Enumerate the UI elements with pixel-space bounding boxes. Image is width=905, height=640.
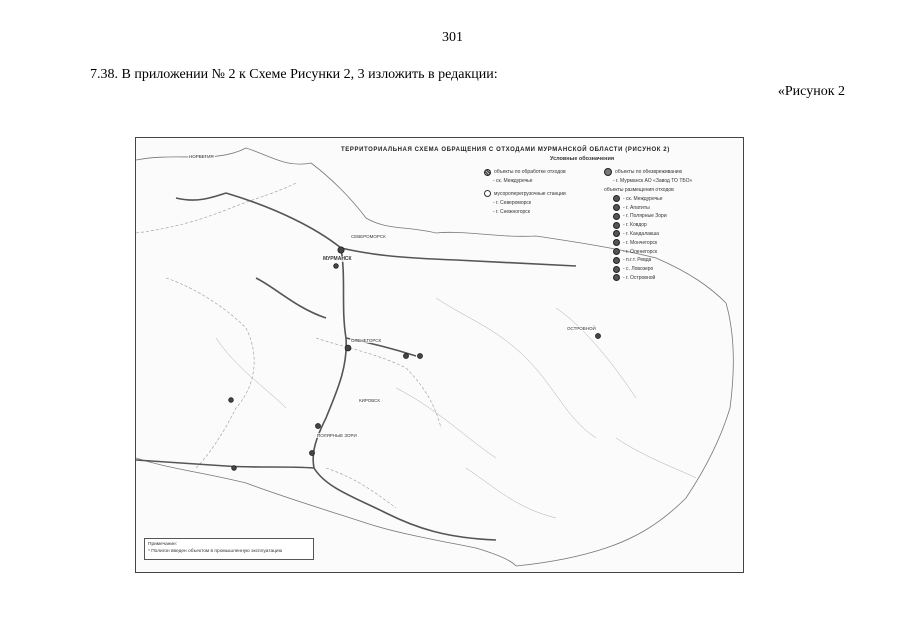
map-legend [484, 156, 724, 316]
legend-item: - ск. Междуречье [493, 178, 533, 185]
rivers [216, 298, 696, 518]
landfill-symbol [613, 222, 620, 229]
legend-column-right [604, 168, 728, 282]
note-text: * Полигон введен объектом в промышленную эксплуатацию [148, 549, 283, 554]
amendment-paragraph: 7.38. В приложении № 2 к Схеме Рисунки 2, 3 изложить в редакции: [90, 67, 498, 82]
note-title: Примечание: [148, 542, 178, 547]
map-title: ТЕРРИТОРИАЛЬНАЯ СХЕМА ОБРАЩЕНИЯ С ОТХОДАМИ МУРМАНСКОЙ ОБЛАСТИ (РИСУНОК 2) [341, 147, 670, 153]
legend-item: - с. Ловозеро [604, 265, 728, 274]
legend-item: - г. Мурманск АО «Завод ТО ТБО» [613, 178, 693, 185]
legend-item: - г. Снежногорск [493, 208, 530, 215]
landfill-symbol [613, 274, 620, 281]
legend-heading: Условные обозначения [550, 156, 615, 162]
map-note [144, 538, 314, 560]
landfill-symbol [613, 230, 620, 237]
legend-item: - г. Мончегорск [604, 238, 728, 247]
legend-item: объекты размещения отходов [604, 186, 674, 193]
legend-item: - г. Полярные Зори [604, 212, 728, 221]
processing-facility-symbol [484, 169, 491, 176]
map-label-murmansk: МУРМАНСК [323, 256, 352, 262]
map-label-ostrovnoy: ОСТРОВНОЙ [567, 326, 596, 331]
page-number: 301 [442, 30, 463, 45]
figure-reference: «Рисунок 2 [777, 84, 845, 99]
legend-item: - г. Островной [604, 274, 728, 283]
map-label-norway: НОРВЕГИЯ [189, 154, 214, 159]
legend-item: - п.г.т. Ревда [604, 256, 728, 265]
legend-item: - г. Оленегорск [604, 247, 728, 256]
disposal-facility-symbol [604, 168, 612, 176]
transfer-station-symbol [484, 190, 491, 197]
legend-item: - г. Североморск [493, 199, 532, 206]
legend-item: - г. Ковдор [604, 221, 728, 230]
border-lines [136, 183, 441, 508]
legend-item: - г. Апатиты [604, 203, 728, 212]
map-label-kirovsk: КИРОВСК [359, 398, 380, 403]
map-label-olenegorsk: ОЛЕНЕГОРСК [351, 338, 382, 343]
landfill-symbol [613, 204, 620, 211]
landfill-symbol [613, 257, 620, 264]
map-label-polyarnye-zori: ПОЛЯРНЫЕ ЗОРИ [317, 433, 357, 438]
landfill-symbol [613, 248, 620, 255]
legend-item: мусороперегрузочные станции [484, 190, 604, 199]
legend-item: - ск. Междуречье [604, 194, 728, 203]
legend-column-left [484, 168, 604, 216]
map-label-severomorsk: СЕВЕРОМОРСК [351, 234, 386, 239]
legend-item: объекты по обезвреживанию [604, 168, 728, 177]
legend-item: объекты по обработке отходов [484, 168, 604, 177]
landfill-symbol [613, 266, 620, 273]
waste-management-map [135, 137, 744, 573]
landfill-symbol [613, 239, 620, 246]
landfill-symbol [613, 195, 620, 202]
legend-item: - г. Кандалакша [604, 230, 728, 239]
landfill-symbol [613, 213, 620, 220]
